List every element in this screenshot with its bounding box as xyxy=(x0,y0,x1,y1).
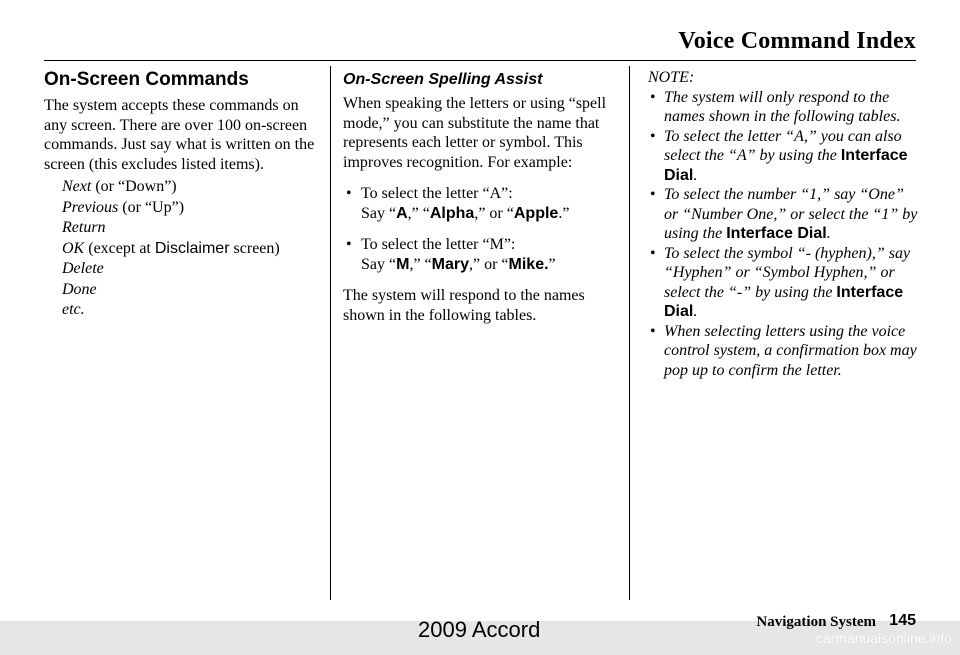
section-heading: On-Screen Spelling Assist xyxy=(343,71,543,88)
spell-word: Mike. xyxy=(508,255,549,273)
note-text: To select the letter “A,” you can also select the “A” by using the xyxy=(664,127,902,164)
bullet-text: To select the letter “A”: xyxy=(361,185,513,202)
watermark-text: 2009 Accord xyxy=(418,617,541,642)
column-divider-2 xyxy=(629,66,630,600)
bullet-icon: • xyxy=(650,322,656,340)
note-item xyxy=(648,88,918,127)
column-notes xyxy=(648,68,918,380)
bullet-item xyxy=(343,184,619,223)
command-name: Previous xyxy=(62,198,119,216)
outro-paragraph: The system will respond to the names shown in the following tables. xyxy=(343,287,585,324)
column-spelling-assist xyxy=(343,68,619,325)
bullet-icon: • xyxy=(346,185,352,202)
bullet-icon: • xyxy=(650,244,656,262)
spell-word: A xyxy=(396,204,408,222)
page-number: 145 xyxy=(889,612,916,629)
separator: ” xyxy=(548,255,556,273)
spell-word: Mary xyxy=(431,255,469,273)
note-end: . xyxy=(826,225,831,242)
note-text: The system will only respond to the names shown in the following tables. xyxy=(664,88,901,125)
note-list xyxy=(648,88,918,381)
bullet-icon: • xyxy=(650,88,656,106)
section-heading: On-Screen Commands xyxy=(44,69,249,90)
command-item xyxy=(44,300,320,321)
command-note: screen) xyxy=(229,239,280,257)
say-prefix: Say “ xyxy=(361,204,397,222)
bullet-icon: • xyxy=(346,236,352,253)
command-item xyxy=(44,280,320,301)
command-item xyxy=(44,218,320,239)
separator: ,” or “ xyxy=(474,204,514,222)
command-item xyxy=(44,259,320,280)
bullet-icon: • xyxy=(650,186,656,203)
separator: ,” “ xyxy=(407,204,430,222)
intro-paragraph: The system accepts these commands on any screen. There are over 100 on-screen commands. Just say what is written on the screen (this excludes listed items). xyxy=(44,97,315,173)
note-label: NOTE: xyxy=(648,69,695,86)
note-term: Interface Dial xyxy=(726,225,827,242)
footer-section-label: Navigation System xyxy=(756,614,876,630)
spell-word: Apple xyxy=(513,204,559,222)
note-end: . xyxy=(693,303,698,320)
spell-word: M xyxy=(396,255,410,273)
command-note: (except at xyxy=(84,239,155,257)
bullet-item xyxy=(343,235,619,274)
watermark-site: carmanualsonline.info xyxy=(815,630,952,646)
spell-word: Alpha xyxy=(429,204,475,222)
separator: .” xyxy=(558,204,570,222)
bullet-icon: • xyxy=(650,127,656,145)
command-item xyxy=(44,239,320,260)
note-item xyxy=(648,322,918,381)
note-item xyxy=(648,244,918,322)
say-prefix: Say “ xyxy=(361,255,397,273)
command-name: Next xyxy=(62,178,92,195)
separator: ,” “ xyxy=(409,255,432,273)
column-on-screen-commands xyxy=(44,68,320,321)
page-title: Voice Command Index xyxy=(678,28,916,54)
command-list xyxy=(44,177,320,321)
command-item xyxy=(44,198,320,219)
bullet-text: To select the letter “M”: xyxy=(361,236,516,253)
command-note: (or “Down”) xyxy=(91,178,177,195)
command-name: Done xyxy=(62,280,97,298)
command-name: Delete xyxy=(62,260,104,277)
separator: ,” or “ xyxy=(469,255,509,273)
intro-paragraph: When speaking the letters or using “spell mode,” you can substitute the name that represents each letter or symbol. This improves recognition. For example: xyxy=(343,95,607,171)
column-divider-1 xyxy=(330,66,331,600)
command-name: Return xyxy=(62,219,106,236)
command-note-term: Disclaimer xyxy=(154,239,230,257)
note-text: When selecting letters using the voice control system, a confirmation box may pop up to confirm the letter. xyxy=(664,322,917,379)
command-name: OK xyxy=(62,239,85,257)
note-term: Interface Dial xyxy=(664,147,908,184)
command-name: etc. xyxy=(62,301,85,318)
note-text: To select the number “1,” say “One” or “Number One,” or select the “1” by using the xyxy=(664,186,918,242)
command-note: (or “Up”) xyxy=(118,198,185,216)
note-term: Interface Dial xyxy=(664,283,904,320)
note-item xyxy=(648,185,918,244)
note-text: To select the symbol “- (hyphen),” say “Hyphen” or “Symbol Hyphen,” or select the “-” by using the xyxy=(664,244,911,301)
command-item xyxy=(44,177,320,198)
header-rule xyxy=(44,60,916,61)
note-end: . xyxy=(693,166,698,184)
note-item xyxy=(648,127,918,186)
